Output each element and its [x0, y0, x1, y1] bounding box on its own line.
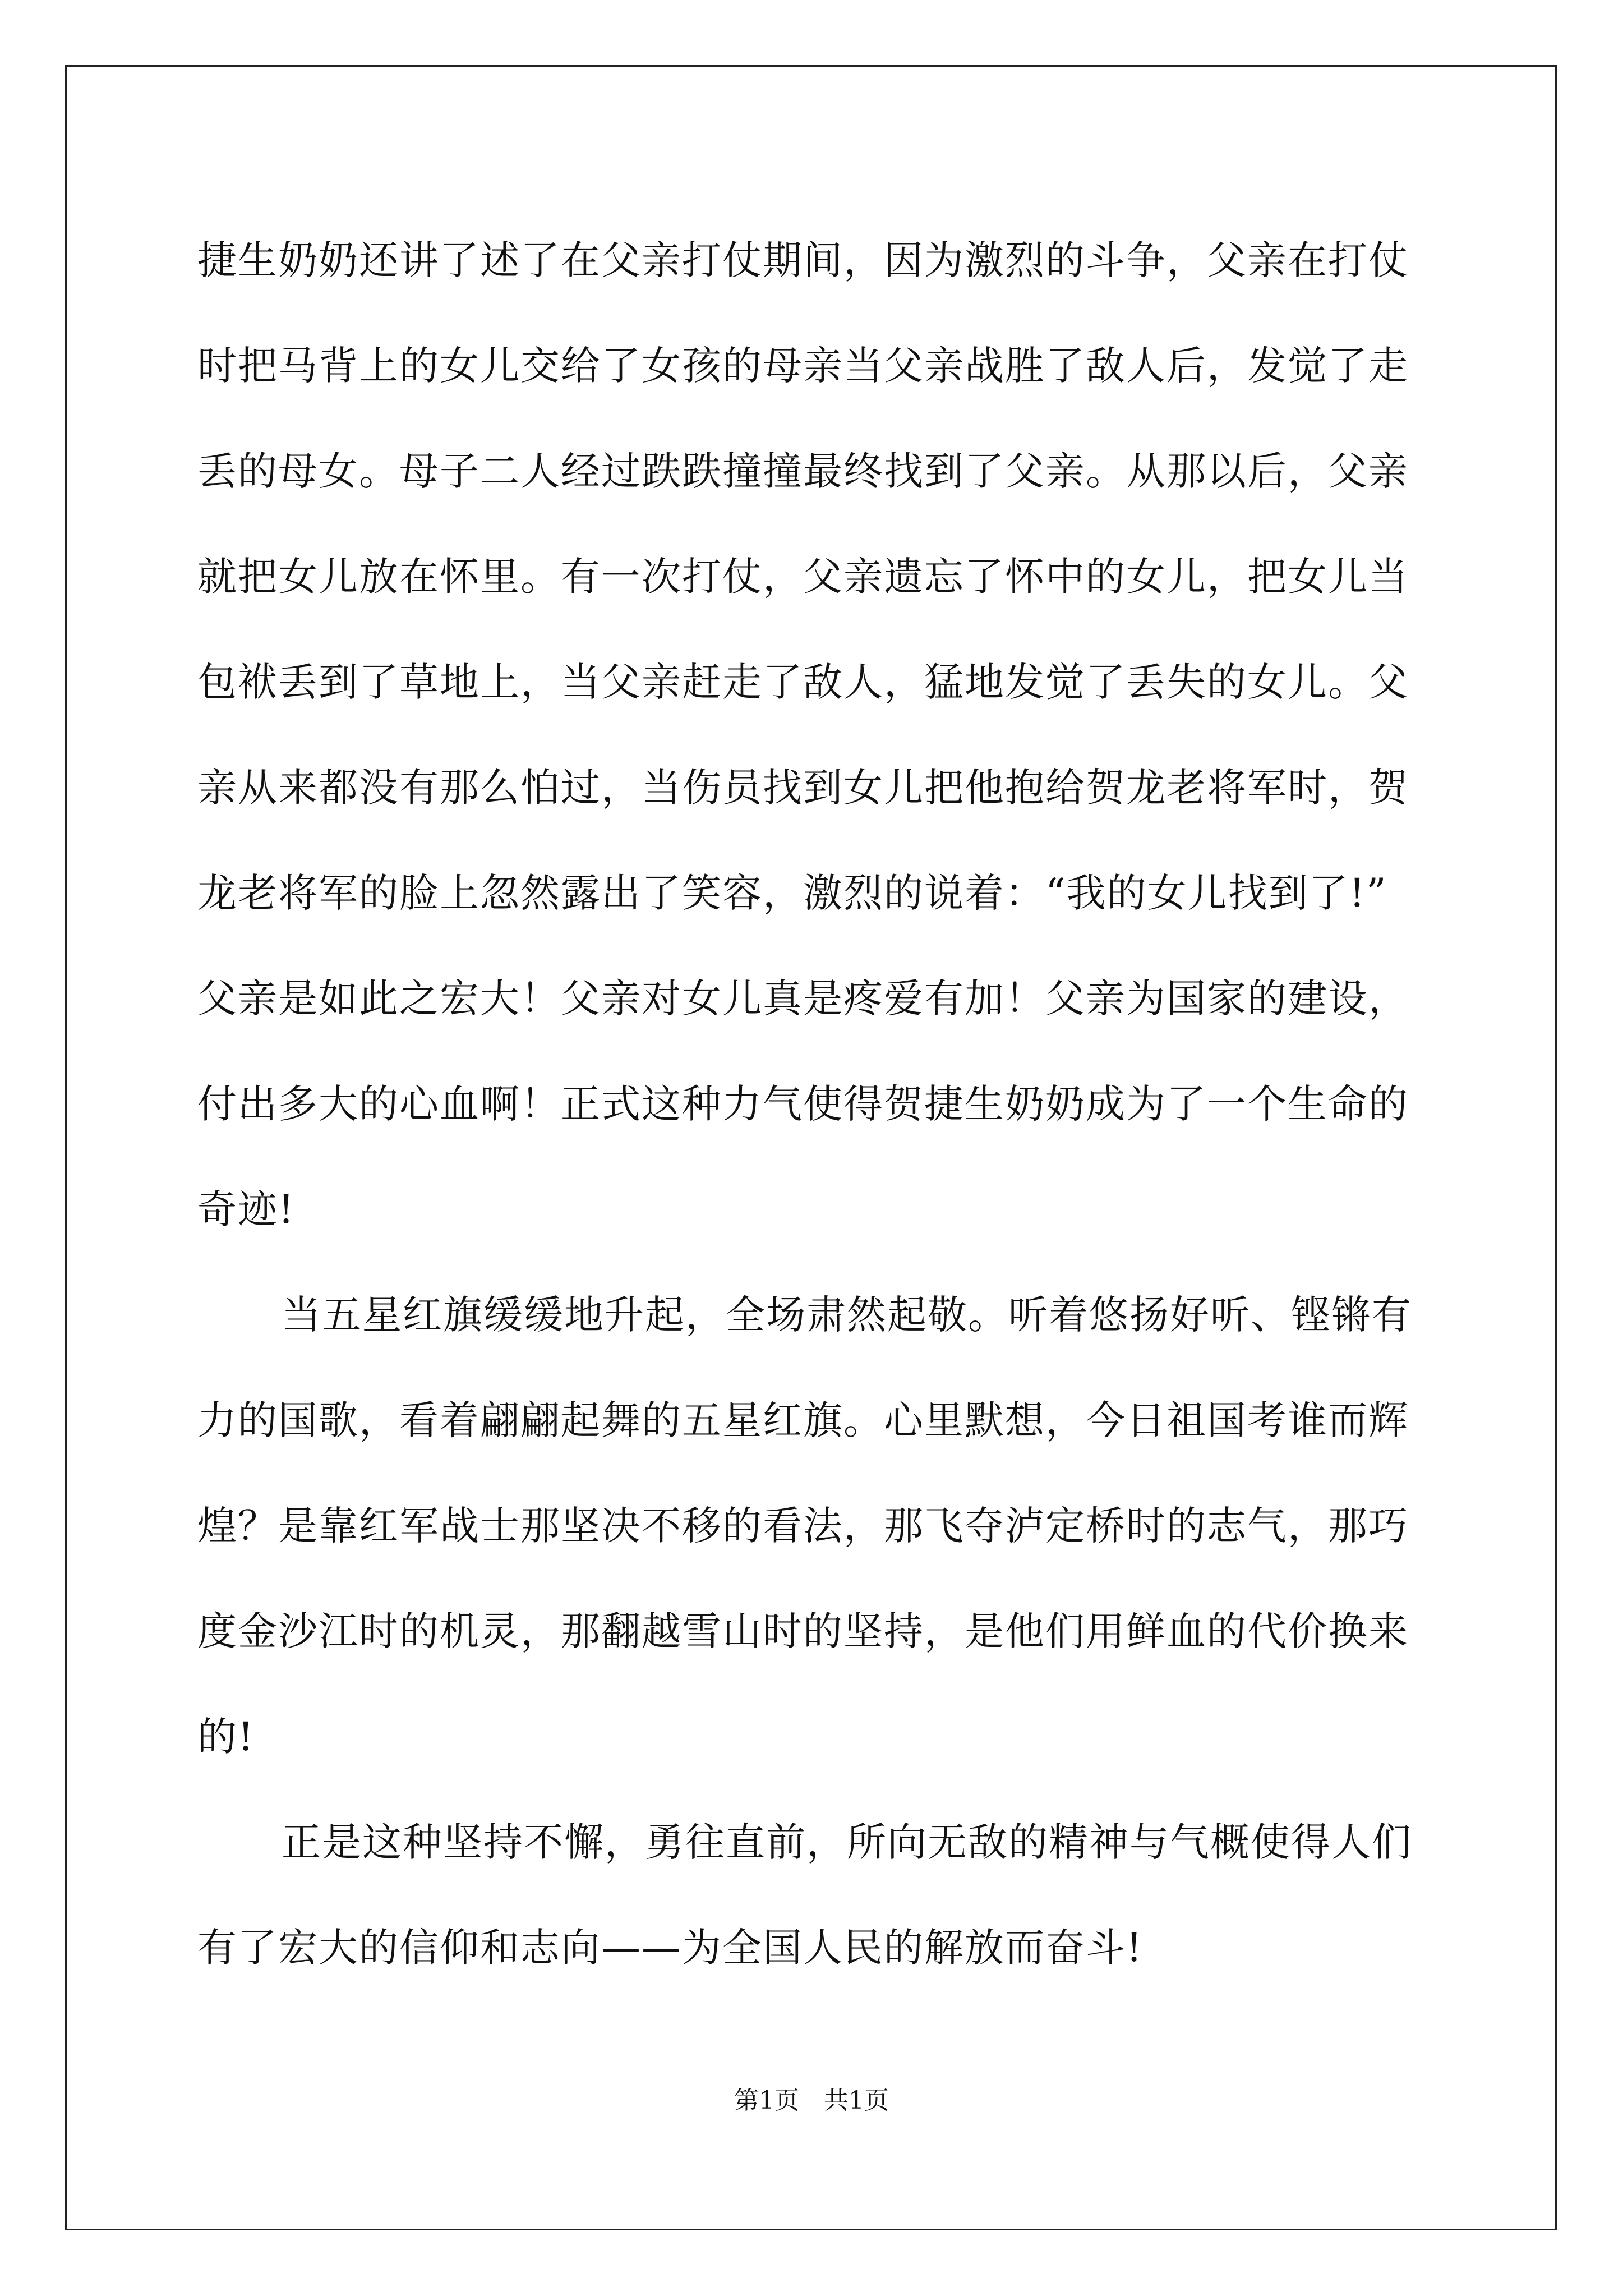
document-body — [197, 208, 1426, 2000]
page-number-footer: 第1页 共1页 — [734, 2086, 889, 2115]
text-line: 付出多大的心血啊！正式这种力气使得贺捷生奶奶成为了一个生命的 — [197, 1081, 1409, 1127]
paragraph-start-line: 正是这种坚持不懈，勇往直前，所向无敌的精神与气概使得人们 — [282, 1819, 1412, 1865]
text-line: 包袱丢到了草地上，当父亲赶走了敌人，猛地发觉了丢失的女儿。父 — [197, 659, 1409, 705]
text-line: 父亲是如此之宏大！父亲对女儿真是疼爱有加！父亲为国家的建设， — [197, 976, 1409, 1022]
text-line: 度金沙江时的机灵，那翻越雪山时的坚持，是他们用鲜血的代价换来 — [197, 1608, 1409, 1654]
paragraph-start-line: 当五星红旗缓缓地升起，全场肃然起敬。听着悠扬好听、铿锵有 — [282, 1292, 1412, 1338]
text-line: 的! — [197, 1714, 255, 1760]
text-line: 煌？是靠红军战士那坚决不移的看法，那飞夺泸定桥时的志气，那巧 — [197, 1503, 1409, 1549]
text-line: 有了宏大的信仰和志向——为全国人民的解放而奋斗! — [197, 1925, 1144, 1971]
text-line: 奇迹! — [197, 1186, 296, 1232]
text-line: 捷生奶奶还讲了述了在父亲打仗期间，因为激烈的斗争，父亲在打仗 — [197, 237, 1409, 283]
text-line: 龙老将军的脸上忽然露出了笑容，激烈的说着：“我的女儿找到了!” — [197, 870, 1387, 916]
text-line: 亲从来都没有那么怕过，当伤员找到女儿把他抱给贺龙老将军时，贺 — [197, 765, 1409, 811]
text-line: 就把女儿放在怀里。有一次打仗，父亲遗忘了怀中的女儿，把女儿当 — [197, 554, 1409, 600]
text-line: 力的国歌，看着翩翩起舞的五星红旗。心里默想，今日祖国考谁而辉 — [197, 1397, 1409, 1443]
text-line: 丢的母女。母子二人经过跌跌撞撞最终找到了父亲。从那以后，父亲 — [197, 448, 1409, 494]
text-line: 时把马背上的女儿交给了女孩的母亲当父亲战胜了敌人后，发觉了走 — [197, 343, 1409, 389]
